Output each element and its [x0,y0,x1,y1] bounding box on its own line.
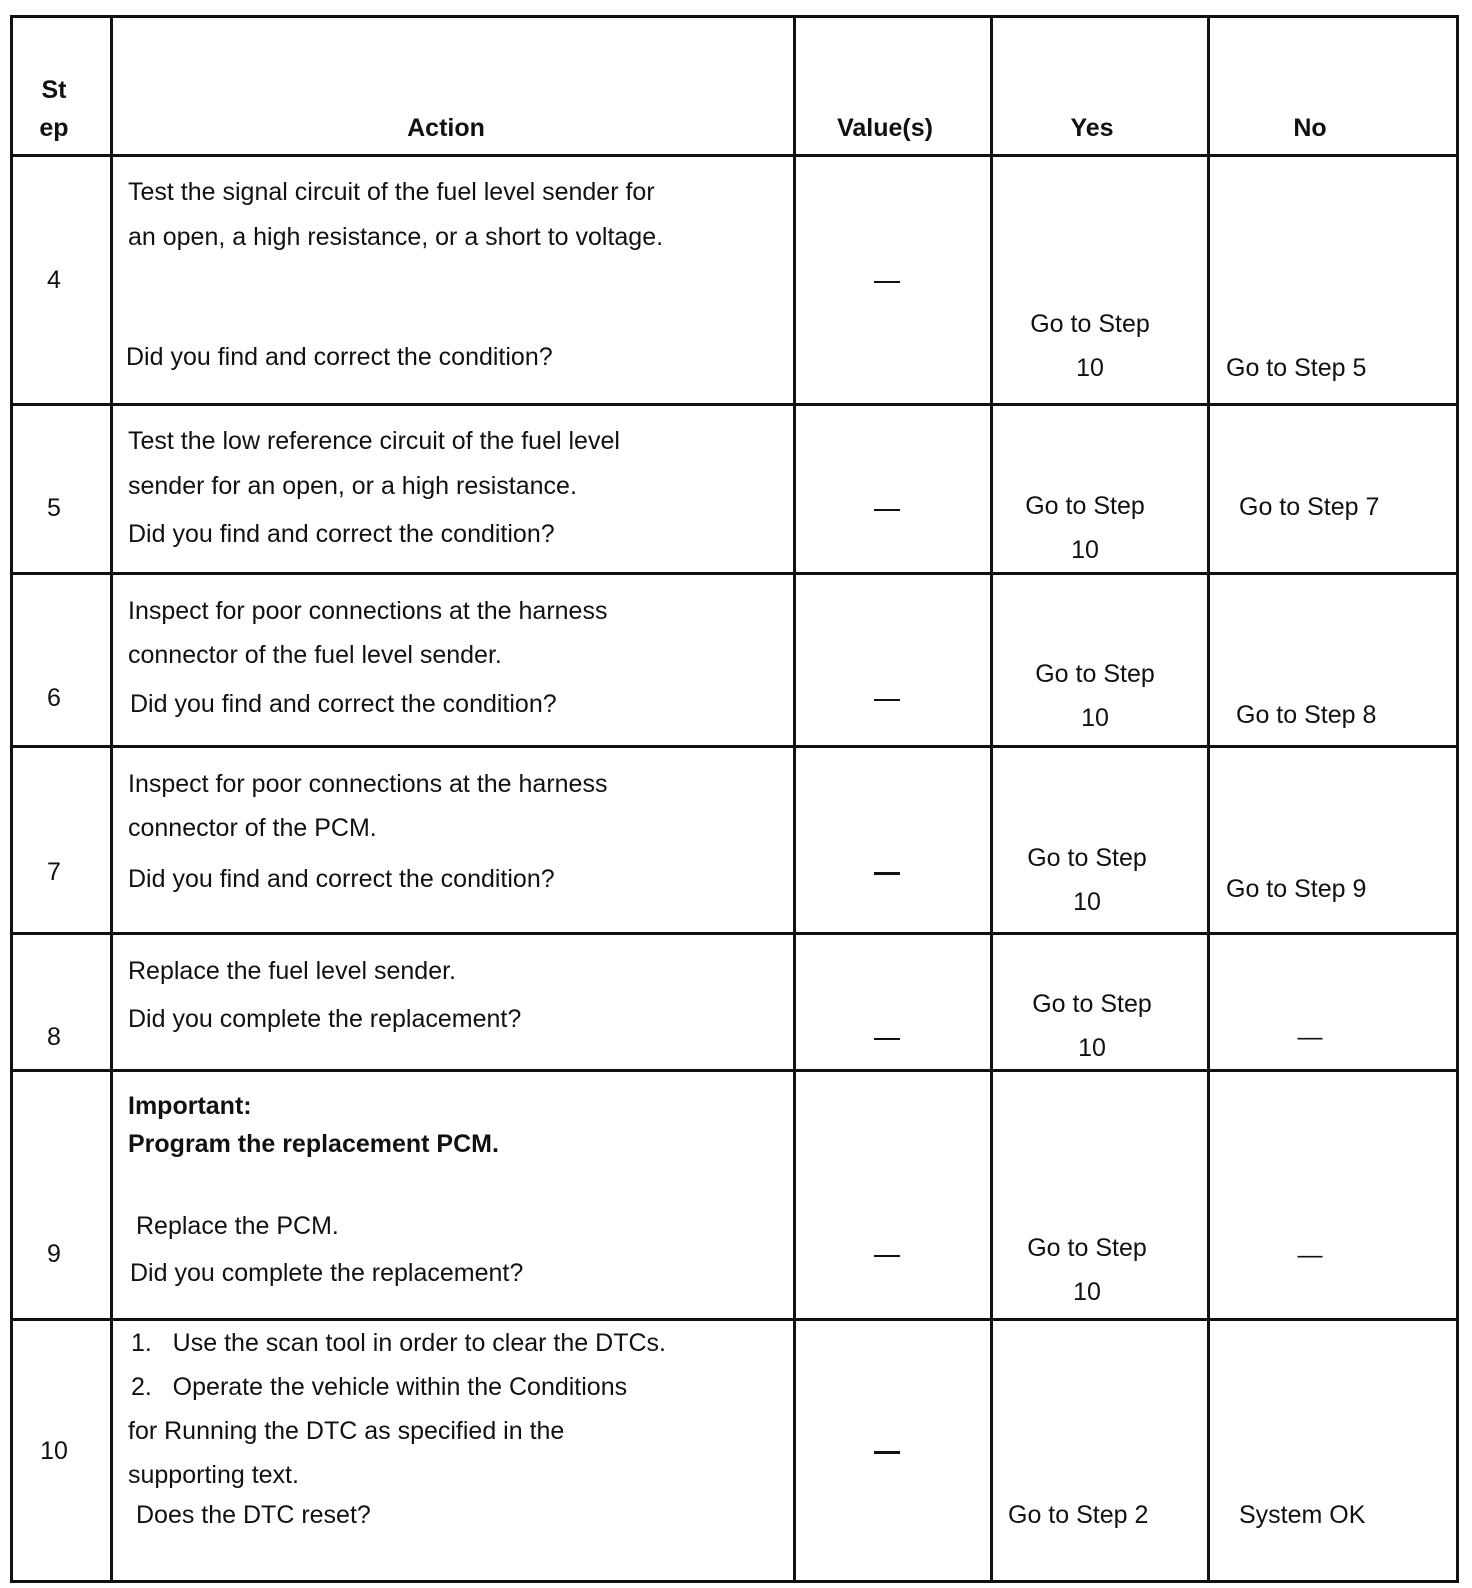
action-question: Did you find and correct the condition? [128,520,555,548]
row-divider [10,1318,1459,1321]
row-divider [10,745,1459,748]
value-dash [874,1038,900,1040]
value-dash [874,699,900,701]
step-number: 6 [47,684,61,712]
action-step-1: 1. Use the scan tool in order to clear the DTCs. [131,1329,666,1357]
header-action: Action [407,114,485,142]
action-text: Test the low reference circuit of the fuel level [128,427,620,455]
yes-result: 10 [1081,704,1109,732]
row-divider [10,1069,1459,1072]
yes-result: Go to Step [1032,990,1152,1018]
table-border-left [10,15,13,1583]
no-result: System OK [1239,1501,1366,1529]
row-divider [10,932,1459,935]
table-border-bottom [10,1580,1459,1583]
step-number: 7 [47,858,61,886]
action-text: for Running the DTC as specified in the [128,1417,565,1445]
row-divider [10,403,1459,406]
no-result: Go to Step 9 [1226,875,1367,903]
no-result: Go to Step 8 [1236,701,1377,729]
value-dash [874,509,900,511]
yes-result: 10 [1073,888,1101,916]
value-dash [874,1451,900,1454]
no-result: Go to Step 5 [1226,354,1367,382]
yes-result: 10 [1071,536,1099,564]
action-question: Does the DTC reset? [136,1501,371,1529]
table-border-right [1456,15,1459,1583]
yes-result: 10 [1073,1278,1101,1306]
action-text: Inspect for poor connections at the harness [128,770,608,798]
step-number: 9 [47,1240,61,1268]
yes-result: Go to Step [1035,660,1155,688]
header-yes: Yes [1070,114,1114,142]
action-question: Did you find and correct the condition? [126,343,553,371]
yes-result: Go to Step [1030,310,1150,338]
yes-result: 10 [1076,354,1104,382]
action-text: Replace the fuel level sender. [128,957,456,985]
step-number: 4 [47,266,61,294]
column-divider [1207,15,1210,1583]
action-question: Did you find and correct the condition? [128,865,555,893]
value-dash [874,281,900,283]
header-values: Value(s) [837,114,933,142]
row-divider [10,572,1459,575]
yes-result: Go to Step [1027,844,1147,872]
action-text: sender for an open, or a high resistance. [128,472,577,500]
action-text: supporting text. [128,1461,299,1489]
action-text: Inspect for poor connections at the harness [128,597,608,625]
step-number: 5 [47,494,61,522]
action-question: Did you complete the replacement? [130,1259,524,1287]
yes-result: Go to Step [1027,1234,1147,1262]
action-question: Did you complete the replacement? [128,1005,522,1033]
column-divider [793,15,796,1583]
important-note: Program the replacement PCM. [128,1130,499,1158]
value-dash [874,872,900,875]
action-step-2: 2. Operate the vehicle within the Conditions [131,1373,628,1401]
table-border-top [10,15,1459,18]
important-label: Important: [128,1092,252,1120]
action-question: Did you find and correct the condition? [130,690,557,718]
action-text: connector of the PCM. [128,814,377,842]
no-result: Go to Step 7 [1239,493,1380,521]
header-step: ep [39,114,69,142]
no-result: — [1297,1241,1323,1269]
no-result: — [1297,1023,1323,1051]
action-text: connector of the fuel level sender. [128,641,502,669]
header-step: St [41,76,67,104]
action-text: Test the signal circuit of the fuel level sender for [128,178,655,206]
value-dash [874,1255,900,1257]
column-divider [990,15,993,1583]
yes-result: Go to Step [1025,492,1145,520]
yes-result: Go to Step 2 [1008,1501,1149,1529]
action-text: an open, a high resistance, or a short to voltage. [128,223,664,251]
column-divider [110,15,113,1583]
header-no: No [1293,114,1327,142]
yes-result: 10 [1078,1034,1106,1062]
step-number: 10 [40,1437,68,1465]
header-divider [10,154,1459,157]
action-text: Replace the PCM. [136,1212,339,1240]
step-number: 8 [47,1023,61,1051]
